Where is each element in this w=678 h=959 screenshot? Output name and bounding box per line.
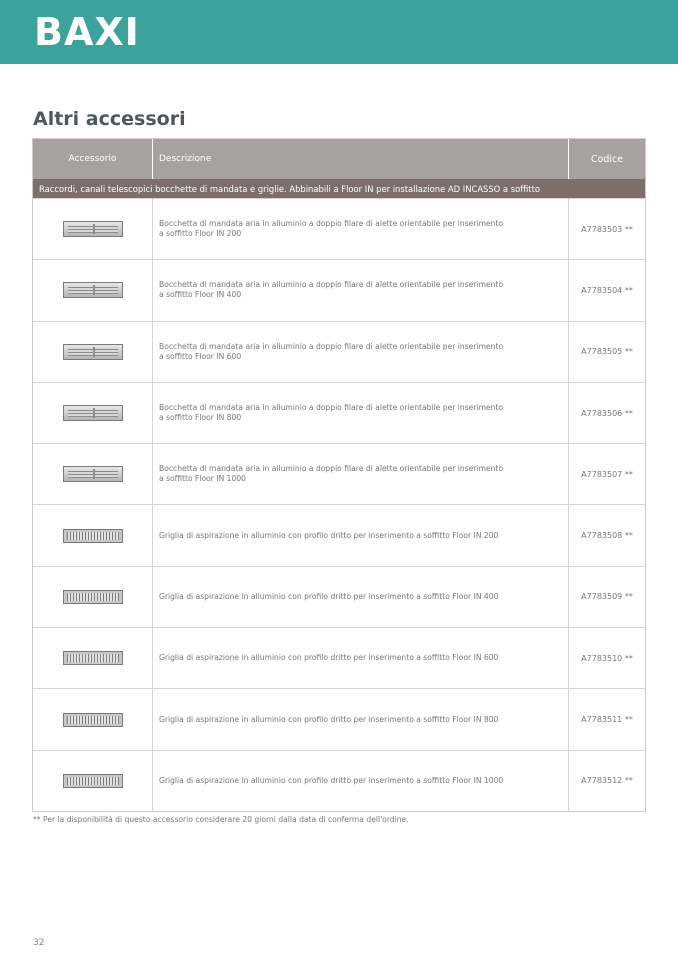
- header-band: [0, 0, 678, 64]
- table-row: [33, 382, 645, 443]
- table-row: [33, 566, 645, 627]
- accessory-image-cell: [33, 260, 153, 320]
- description-cell: Griglia di aspirazione in alluminio con profilo dritto per inserimento a soffitto Floor IN 200: [153, 505, 569, 565]
- code-cell: A7783507 **: [581, 469, 633, 479]
- intake-grille-icon: [63, 590, 123, 604]
- page-title: Altri accessori: [33, 108, 186, 130]
- accessory-image-cell: [33, 751, 153, 811]
- code-cell: A7783510 **: [581, 653, 633, 663]
- table-row: [33, 198, 645, 259]
- code-cell: A7783512 **: [581, 776, 633, 786]
- table-row: [33, 627, 645, 688]
- accessory-image-cell: [33, 383, 153, 443]
- column-header-descrizione: Descrizione: [153, 139, 569, 179]
- code-cell: A7783511 **: [581, 715, 633, 725]
- intake-grille-icon: [63, 713, 123, 727]
- table-row: [33, 504, 645, 565]
- table-row: [33, 259, 645, 320]
- supply-vent-icon: [63, 466, 123, 482]
- table-header: [33, 139, 645, 179]
- accessory-image-cell: [33, 628, 153, 688]
- description-cell: Griglia di aspirazione in alluminio con profilo dritto per inserimento a soffitto Floor IN 600: [153, 628, 569, 688]
- page-number: 32: [33, 938, 45, 948]
- accessory-image-cell: [33, 444, 153, 504]
- description-cell: Griglia di aspirazione in alluminio con profilo dritto per inserimento a soffitto Floor IN 800: [153, 689, 569, 749]
- accessory-image-cell: [33, 689, 153, 749]
- code-cell: A7783506 **: [581, 408, 633, 418]
- table-row: [33, 688, 645, 749]
- table-row: [33, 750, 645, 811]
- supply-vent-icon: [63, 282, 123, 298]
- accessory-image-cell: [33, 322, 153, 382]
- accessory-image-cell: [33, 199, 153, 259]
- group-title: Raccordi, canali telescopici bocchette di mandata e griglie. Abbinabili a Floor IN per installazione AD INCASSO a soffitto: [33, 179, 645, 198]
- description-cell: Bocchetta di mandata aria in alluminio a doppio filare di alette orientabile per inserimento a soffitto Floor IN 400: [153, 260, 569, 320]
- code-cell: A7783505 **: [581, 347, 633, 357]
- supply-vent-icon: [63, 405, 123, 421]
- description-cell: Bocchetta di mandata aria in alluminio a doppio filare di alette orientabile per inserimento a soffitto Floor IN 200: [153, 199, 569, 259]
- code-cell: A7783508 **: [581, 531, 633, 541]
- column-header-accessorio: Accessorio: [33, 139, 153, 179]
- supply-vent-icon: [63, 344, 123, 360]
- intake-grille-icon: [63, 651, 123, 665]
- table-body: [33, 198, 645, 811]
- code-cell: A7783503 **: [581, 224, 633, 234]
- description-cell: Bocchetta di mandata aria in alluminio a doppio filare di alette orientabile per inserimento a soffitto Floor IN 600: [153, 322, 569, 382]
- accessory-image-cell: [33, 505, 153, 565]
- intake-grille-icon: [63, 774, 123, 788]
- table-row: [33, 443, 645, 504]
- code-cell: A7783504 **: [581, 285, 633, 295]
- description-cell: Griglia di aspirazione in alluminio con profilo dritto per inserimento a soffitto Floor IN 400: [153, 567, 569, 627]
- column-header-codice: Codice: [590, 153, 624, 165]
- accessories-table: [32, 138, 646, 812]
- table-row: [33, 321, 645, 382]
- code-cell: A7783509 **: [581, 592, 633, 602]
- supply-vent-icon: [63, 221, 123, 237]
- description-cell: Griglia di aspirazione in alluminio con profilo dritto per inserimento a soffitto Floor IN 1000: [153, 751, 569, 811]
- description-cell: Bocchetta di mandata aria in alluminio a doppio filare di alette orientabile per inserimento a soffitto Floor IN 800: [153, 383, 569, 443]
- baxi-logo: BAXI: [34, 10, 140, 54]
- intake-grille-icon: [63, 529, 123, 543]
- accessory-image-cell: [33, 567, 153, 627]
- description-cell: Bocchetta di mandata aria in alluminio a doppio filare di alette orientabile per inserimento a soffitto Floor IN 1000: [153, 444, 569, 504]
- footnote: ** Per la disponibilità di questo accessorio considerare 20 giorni dalla data di conferma dell'ordine.: [33, 815, 409, 824]
